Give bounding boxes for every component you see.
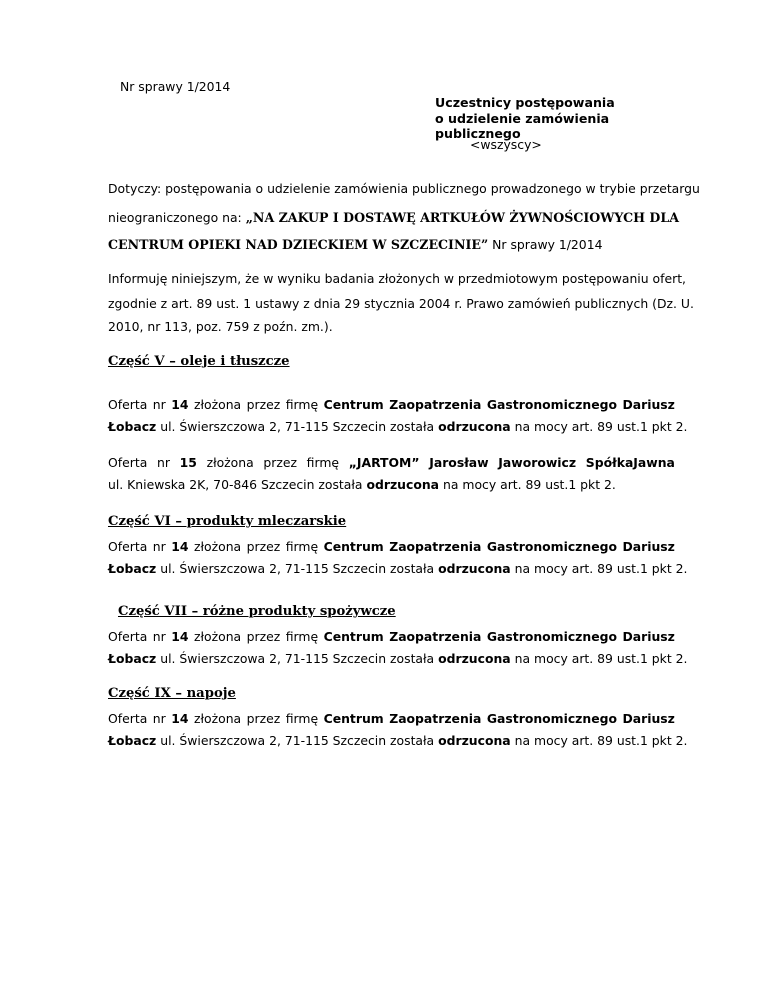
- offer-number: 15: [179, 455, 197, 470]
- submitted-word: złożona: [206, 455, 254, 470]
- firm-name-part: Łobacz: [108, 561, 157, 576]
- case-number: Nr sprawy 1/2014: [120, 79, 231, 94]
- offer-number: 14: [171, 711, 189, 726]
- legal-basis: na mocy art. 89 ust.1 pkt 2.: [514, 651, 688, 666]
- company-word: firmę: [306, 455, 340, 470]
- nr-word: nr: [152, 711, 166, 726]
- company-word: firmę: [285, 711, 319, 726]
- was-word: została: [390, 419, 435, 434]
- firm-name-part: Centrum: [323, 539, 384, 554]
- rejected-word: odrzucona: [366, 477, 440, 492]
- intro-line-2: zgodnie z art. 89 ust. 1 ustawy z dnia 29 stycznia 2004 r. Prawo zamówień publicznych (Dz. U.: [108, 296, 694, 311]
- section-heading-vi: Część VI – produkty mleczarskie: [108, 514, 347, 529]
- legal-basis: na mocy art. 89 ust.1 pkt 2.: [442, 477, 616, 492]
- section-heading-v: Część V – oleje i tłuszcze: [108, 354, 290, 369]
- by-word: przez: [246, 397, 281, 412]
- offer-14-vi-line-2: [108, 561, 688, 576]
- offer-word: Oferta: [108, 539, 148, 554]
- rejected-word: odrzucona: [438, 651, 511, 666]
- by-word: przez: [246, 629, 281, 644]
- firm-name-part: Centrum: [323, 629, 384, 644]
- firm-name-part: Zaopatrzenia: [389, 539, 482, 554]
- firm-name-part: Łobacz: [108, 651, 157, 666]
- offer-number: 14: [171, 397, 189, 412]
- firm-name-part: Centrum: [323, 711, 384, 726]
- submitted-word: złożona: [194, 397, 242, 412]
- offer-word: Oferta: [108, 711, 148, 726]
- firm-name-part: Dariusz: [622, 539, 675, 554]
- legal-basis: na mocy art. 89 ust.1 pkt 2.: [514, 419, 688, 434]
- firm-name-part: Dariusz: [622, 629, 675, 644]
- was-word: została: [318, 477, 363, 492]
- rejected-word: odrzucona: [438, 733, 511, 748]
- nr-word: nr: [152, 629, 166, 644]
- firm-address: ul. Świerszczowa 2, 71-115 Szczecin: [160, 733, 387, 748]
- firm-name-part: Dariusz: [622, 397, 675, 412]
- intro-line-1: Informuję niniejszym, że w wyniku badania złożonych w przedmiotowym postępowaniu ofert,: [108, 271, 686, 286]
- recipient-all: <wszyscy>: [470, 137, 542, 152]
- subject-case-ref: Nr sprawy 1/2014: [492, 237, 603, 252]
- by-word: przez: [246, 711, 281, 726]
- offer-word: Oferta: [108, 397, 148, 412]
- tender-title-part-1: „NA ZAKUP I DOSTAWĘ ARTKUŁÓW ŻYWNOŚCIOWYCH DLA: [245, 210, 679, 225]
- submitted-word: złożona: [194, 711, 242, 726]
- tender-title-part-2: CENTRUM OPIEKI NAD DZIECKIEM W SZCZECINIE”: [108, 237, 489, 252]
- offer-14-vi-line-1: [108, 539, 675, 554]
- company-word: firmę: [285, 629, 319, 644]
- offer-word: Oferta: [108, 455, 148, 470]
- subject-prefix: nieograniczonego na:: [108, 210, 242, 225]
- by-word: przez: [246, 539, 281, 554]
- firm-address: ul. Świerszczowa 2, 71-115 Szczecin: [160, 561, 387, 576]
- offer-number: 14: [171, 539, 189, 554]
- firm-name-part: Jarosław: [429, 455, 489, 470]
- offer-number: 14: [171, 629, 189, 644]
- firm-name-part: Zaopatrzenia: [389, 711, 482, 726]
- nr-word: nr: [152, 397, 166, 412]
- firm-address: ul. Świerszczowa 2, 71-115 Szczecin: [160, 651, 387, 666]
- offer-14-ix-line-2: [108, 733, 688, 748]
- firm-name-part: Łobacz: [108, 733, 157, 748]
- subject-line-2: [108, 210, 679, 225]
- offer-14-v-line-1: [108, 397, 675, 412]
- firm-name-part: Gastronomicznego: [486, 397, 617, 412]
- offer-14-ix-line-1: [108, 711, 675, 726]
- intro-line-3: 2010, nr 113, poz. 759 z poźn. zm.).: [108, 319, 333, 334]
- firm-name-part: Gastronomicznego: [486, 711, 617, 726]
- company-word: firmę: [285, 539, 319, 554]
- rejected-word: odrzucona: [438, 561, 511, 576]
- offer-15-v-line-1: [108, 455, 675, 470]
- firm-name-part: Zaopatrzenia: [389, 397, 482, 412]
- firm-address: ul. Kniewska 2K, 70-846 Szczecin: [108, 477, 315, 492]
- by-word: przez: [263, 455, 297, 470]
- legal-basis: na mocy art. 89 ust.1 pkt 2.: [514, 733, 688, 748]
- firm-name-part: Centrum: [323, 397, 384, 412]
- nr-word: nr: [156, 455, 170, 470]
- legal-basis: na mocy art. 89 ust.1 pkt 2.: [514, 561, 688, 576]
- subject-line-1: Dotyczy: postępowania o udzielenie zamówienia publicznego prowadzonego w trybie przetargu: [108, 181, 700, 196]
- submitted-word: złożona: [194, 539, 242, 554]
- firm-name-part: SpółkaJawna: [585, 455, 675, 470]
- recipient-line-1: Uczestnicy postępowania: [435, 95, 615, 110]
- firm-name-part: „JARTOM”: [348, 455, 420, 470]
- was-word: została: [390, 733, 435, 748]
- offer-15-v-line-2: [108, 477, 675, 492]
- section-heading-vii: Część VII – różne produkty spożywcze: [118, 604, 396, 619]
- was-word: została: [390, 561, 435, 576]
- offer-14-vii-line-2: [108, 651, 688, 666]
- firm-name-part: Zaopatrzenia: [389, 629, 482, 644]
- offer-14-v-line-2: [108, 419, 688, 434]
- nr-word: nr: [152, 539, 166, 554]
- subject-line-3: [108, 237, 675, 252]
- submitted-word: złożona: [194, 629, 242, 644]
- firm-name-part: Łobacz: [108, 419, 157, 434]
- firm-name-part: Jaworowicz: [498, 455, 577, 470]
- firm-name-part: Gastronomicznego: [486, 539, 617, 554]
- rejected-word: odrzucona: [438, 419, 511, 434]
- recipient-block: [435, 95, 615, 142]
- section-heading-ix: Część IX – napoje: [108, 686, 236, 701]
- was-word: została: [390, 651, 435, 666]
- recipient-line-2: o udzielenie zamówienia: [435, 110, 610, 126]
- firm-name-part: Dariusz: [622, 711, 675, 726]
- offer-word: Oferta: [108, 629, 148, 644]
- company-word: firmę: [285, 397, 319, 412]
- firm-address: ul. Świerszczowa 2, 71-115 Szczecin: [160, 419, 387, 434]
- offer-14-vii-line-1: [108, 629, 675, 644]
- firm-name-part: Gastronomicznego: [486, 629, 617, 644]
- recipient-line-3: publicznego: [435, 126, 521, 141]
